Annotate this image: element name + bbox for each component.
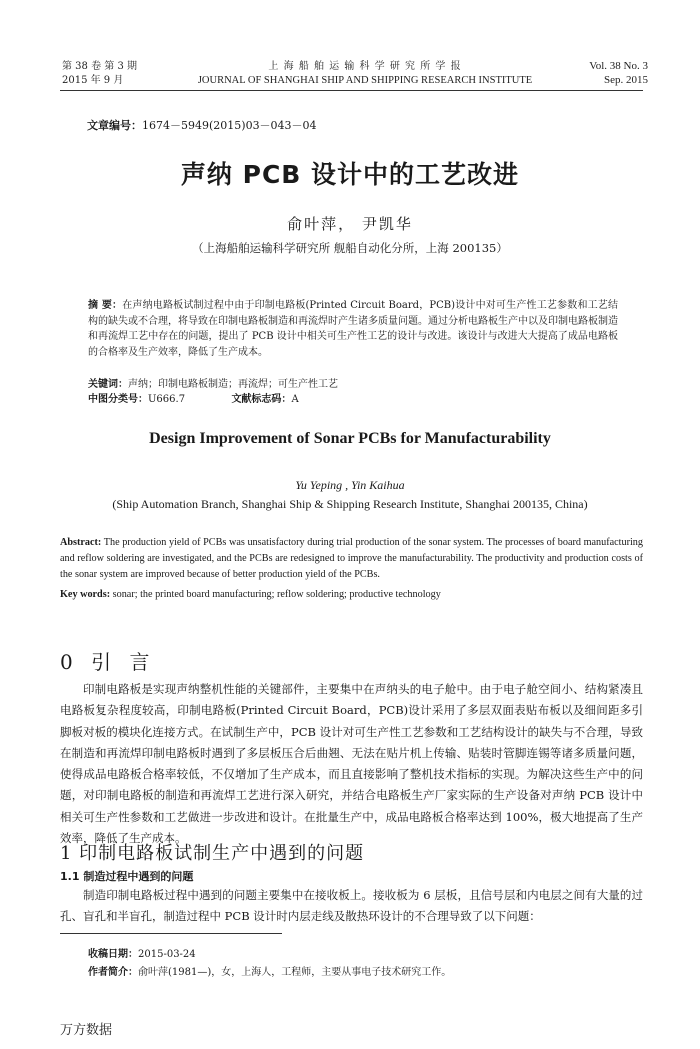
section-1-body (60, 885, 643, 928)
affiliation-cn: （上海船舶运输科学研究所 舰船自动化分所，上海 200135） (192, 241, 508, 255)
doc-code-label: 文献标志码： (231, 394, 292, 405)
footnote-author (88, 963, 451, 978)
header-volume-issue-en: Vol. 38 No. 3 (589, 60, 648, 72)
header-journal-cn: 上 海 船 舶 运 输 科 学 研 究 所 学 报 (268, 61, 462, 72)
author-bio-value: 俞叶萍(1981—)，女，上海人，工程师，主要从事电子技术研究工作。 (138, 967, 452, 978)
keywords-cn (88, 377, 338, 392)
received-value: 2015-03-24 (138, 949, 196, 960)
header-journal-en: JOURNAL OF SHANGHAI SHIP AND SHIPPING RESEARCH INSTITUTE (197, 75, 533, 86)
received-label: 收稿日期： (88, 949, 138, 960)
subsection-1-1-heading: 1.1 制造过程中遇到的问题 (60, 870, 194, 883)
clc-value: U666.7 (148, 394, 186, 405)
title-cn: 声纳 PCB 设计中的工艺改进 (180, 160, 520, 189)
author-bio-label: 作者简介： (88, 967, 138, 978)
section-0-paragraph: 印制电路板是实现声纳整机性能的关键部件，主要集中在声纳头的电子舱中。由于电子舱空间小、结构紧凑且电路板复杂程度较高，印制电路板(Printed Circuit Board，PCB)设计采用了多层双面表贴布板以及细间距多引脚板对板的模块化连接方式。在试制生产中，PCB 设计对可生产性工艺参数和工艺结构设计的缺失与不合理，导致在制造和再流焊印制电路板时遇到了多层板压合后曲翘、无法在贴片机上传输、贴装时管脚连锡等诸多质量问题，使得成品电路板合格率较低，不仅增加了生产成本，而且直接影响了整机技术指标的实现。为解决这些生产中的问题，对印制电路板的制造和再流焊工艺进行深入研究，并结合电路板生产厂家实际的生产设备对声纳 PCB 设计中相关可生产性参数和工艺做进一步改进和设计。在批量生产中，成品电路板合格率达到 100%，极大地提高了生产效率，降低了生产成本。 (60, 682, 643, 846)
header-rule (60, 90, 643, 91)
keywords-en (60, 589, 441, 600)
header-date-en: Sep. 2015 (604, 74, 648, 86)
footnote-received (88, 945, 196, 960)
abstract-en-text: The production yield of PCBs was unsatisfactory during trial production of the sonar system. The processes of board manufacturing and reflow soldering are investigated, and the PCBs are redesigned to improve the manufacturability. The productivity and production costs of the sonar system are improved because of better production yield of the PCBs. (60, 537, 643, 580)
abstract-en (60, 535, 643, 583)
section-0-heading: 0 引 言 (60, 650, 156, 674)
section-1-heading: 1 印制电路板试制生产中遇到的问题 (60, 843, 365, 864)
title-en: Design Improvement of Sonar PCBs for Manufacturability (149, 430, 551, 447)
abstract-cn-label: 摘 要： (88, 300, 123, 311)
classification-line (88, 392, 299, 407)
footnote-rule (60, 933, 282, 934)
affiliation-en: (Ship Automation Branch, Shanghai Ship & Shipping Research Institute, Shanghai 200135, China) (112, 497, 588, 511)
abstract-cn (88, 298, 618, 360)
article-number (87, 117, 317, 133)
keywords-en-text: sonar; the printed board manufacturing; reflow soldering; productive technology (110, 589, 441, 600)
section-0-body (60, 679, 643, 849)
keywords-cn-text: 声纳；印制电路板制造；再流焊；可生产性工艺 (128, 379, 338, 390)
header-date-cn: 2015 年 9 月 (62, 75, 124, 86)
article-number-value: 1674－5949(2015)03－043－04 (142, 119, 317, 132)
header-volume-issue-cn: 第 38 卷 第 3 期 (62, 61, 137, 72)
abstract-en-label: Abstract: (60, 537, 102, 548)
keywords-en-label: Key words: (60, 589, 111, 600)
authors-cn: 俞叶萍， 尹凯华 (287, 215, 413, 233)
keywords-cn-label: 关键词： (88, 379, 128, 390)
abstract-cn-text: 在声纳电路板试制过程中由于印制电路板(Printed Circuit Board，PCB)设计中对可生产性工艺参数和工艺结构的缺失或不合理，将导致在印制电路板制造和再流焊时产生诸多质量问题。通过分析电路板生产中以及印制电路板制造和再流焊工艺中存在的问题，提出了 PCB 设计中相关可生产性工艺的设计与改进。该设计与改进大大提高了成品电路板的合格率及生产效率，降低了生产成本。 (88, 300, 618, 358)
clc-label: 中图分类号： (88, 394, 148, 405)
article-number-label: 文章编号： (87, 119, 142, 132)
wanfang-watermark: 万方数据 (60, 1023, 113, 1038)
authors-en: Yu Yeping , Yin Kaihua (295, 478, 405, 492)
doc-code-value: A (291, 394, 299, 405)
section-1-paragraph: 制造印制电路板过程中遇到的问题主要集中在接收板上。接收板为 6 层板，且信号层和内电层之间有大量的过孔、盲孔和半盲孔，制造过程中 PCB 设计时内层走线及散热环设计的不合理导致了以下问题： (60, 888, 643, 924)
